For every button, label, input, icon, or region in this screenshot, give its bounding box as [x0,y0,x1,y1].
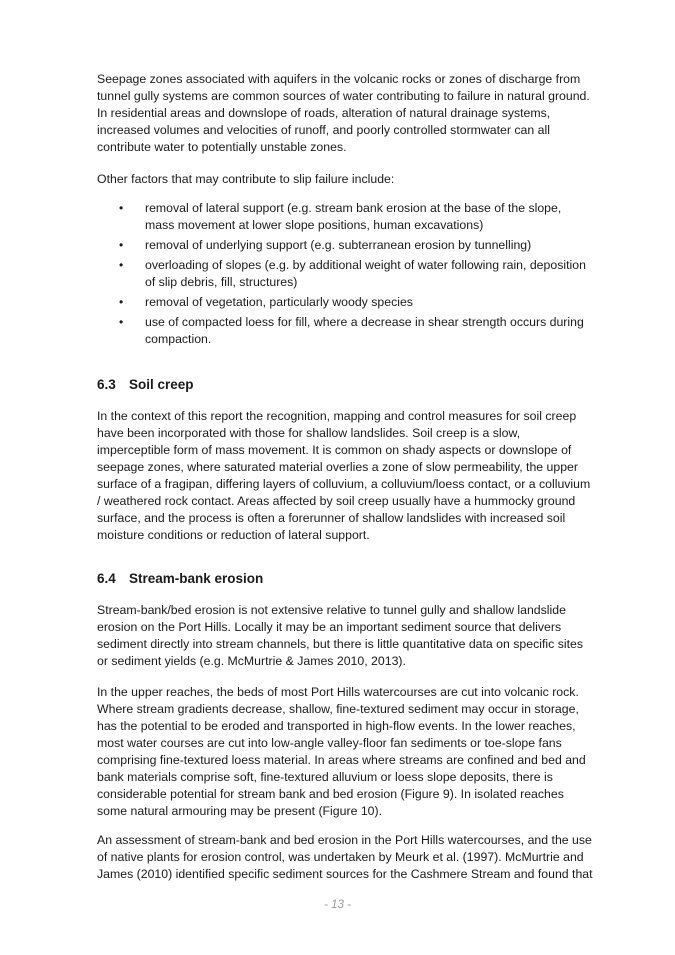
list-item-text: removal of vegetation, particularly woody species [145,295,413,309]
paragraph-text: Seepage zones associated with aquifers in the volcanic rocks or zones of discharge from tunnel gully systems are common sources of water contributing to failure in natural ground. In residential areas and downslope of roads, alteration of natural drainage systems, increased volumes and velocities of runoff, and poorly controlled stormwater can all contribute water to potentially unstable zones. [97,72,590,154]
paragraph-text: An assessment of stream-bank and bed erosion in the Port Hills watercourses, and the use of native plants for erosion control, was undertaken by Meurk et al. (1997). McMurtrie and James (2010) identified specific sediment sources for the Cashmere Stream and found that [97,833,593,881]
section-heading-soil-creep [97,376,194,394]
paragraph-text: In the upper reaches, the beds of most Port Hills watercourses are cut into volcanic rock. Where stream gradients decrease, shallow, fine-textured sediment may occur in storage, has the potential to be eroded and transported in high-flow events. In the lower reaches, most water courses are cut into low-angle valley-floor fan sediments or toe-slope fans comprising fine-textured loess material. In areas where streams are confined and bed and bank materials comprise soft, fine-textured alluvium or loess slope deposits, there is considerable potential for stream bank and bed erosion (Figure 9). In isolated reaches some natural armouring may be present (Figure 10). [97,685,586,818]
paragraph-stream-bank-1 [97,602,593,670]
list-item [97,200,593,234]
bullet-icon: • [119,238,124,252]
list-item [97,294,593,311]
paragraph-text: In the context of this report the recognition, mapping and control measures for soil creep have been incorporated with those for shallow landslides. Soil creep is a slow, imperceptible form of mass movement. It is common on shady aspects or downslope of seepage zones, where saturated material overlies a zone of slow permeability, the upper surface of a fragipan, differing layers of colluvium, a colluvium/loess contact, or a colluvium / weathered rock contact. Areas affected by soil creep usually have a hummocky ground surface, and the process is often a forerunner of shallow landslides with increased soil moisture conditions or reduction of lateral support. [97,409,591,542]
section-number: 6.3 [97,377,116,392]
bullet-icon: • [119,295,124,309]
page-number: - 13 - [324,899,351,911]
paragraph-text: Other factors that may contribute to slip failure include: [97,172,395,186]
list-item-text: removal of lateral support (e.g. stream bank erosion at the base of the slope, mass movement at lower slope positions, human excavations) [145,201,562,232]
section-number: 6.4 [97,571,116,586]
list-item [97,237,593,254]
bullet-icon: • [119,201,124,215]
list-item-text: overloading of slopes (e.g. by additional weight of water following rain, deposition of slip debris, fill, structures) [145,258,586,289]
bullet-icon: • [119,315,124,329]
paragraph-stream-bank-3 [97,832,593,883]
paragraph-other-factors [97,171,593,188]
list-item [97,257,593,291]
bullet-icon: • [119,258,124,272]
section-title: Stream-bank erosion [129,571,264,586]
factor-list [97,200,593,351]
list-item-text: use of compacted loess for fill, where a decrease in shear strength occurs during compaction. [145,315,584,346]
paragraph-soil-creep [97,408,593,544]
paragraph-seepage [97,71,593,156]
section-heading-stream-bank [97,570,263,588]
paragraph-stream-bank-2 [97,684,593,820]
section-title: Soil creep [129,377,194,392]
paragraph-text: Stream-bank/bed erosion is not extensive relative to tunnel gully and shallow landslide erosion on the Port Hills. Locally it may be an important sediment source that delivers sediment directly into stream channels, but there is little quantitative data on specific sites or sediment yields (e.g. McMurtrie & James 2010, 2013). [97,603,583,668]
list-item [97,314,593,348]
list-item-text: removal of underlying support (e.g. subterranean erosion by tunnelling) [145,238,532,252]
